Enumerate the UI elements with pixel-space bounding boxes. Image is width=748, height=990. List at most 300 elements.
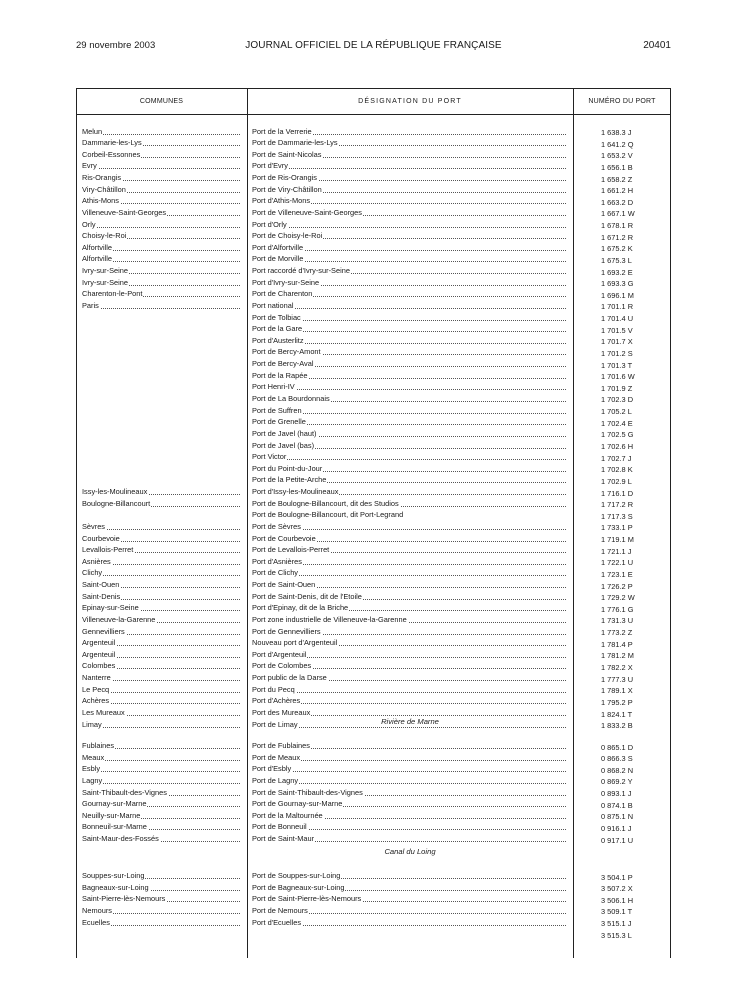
- port-name-cell: [252, 763, 566, 774]
- commune-cell: [82, 752, 240, 763]
- port-number-cell: 1 701.6 W: [601, 372, 635, 382]
- port-name-cell-text: Port d'Austerlitz: [252, 335, 304, 345]
- port-name-cell: [252, 905, 566, 916]
- commune-cell: [82, 917, 240, 928]
- commune-cell-text: Nemours: [82, 905, 112, 915]
- commune-cell: [82, 486, 240, 497]
- commune-cell: [82, 265, 240, 276]
- commune-cell-text: Dammarie-les-Lys: [82, 138, 142, 148]
- port-name-cell: [252, 649, 566, 660]
- port-name-cell: [252, 684, 566, 695]
- port-name-cell-text: Port de la Petite-Arche: [252, 475, 327, 485]
- port-name-cell-text: Port zone industrielle de Villeneuve-la-Garenne: [252, 614, 407, 624]
- port-name-cell: [252, 300, 566, 311]
- port-name-cell-text: Port national: [252, 300, 294, 310]
- port-name-cell-text: Port de Lagny: [252, 775, 299, 785]
- port-name-cell: [252, 428, 566, 439]
- port-name-cell-text: Port de Boulogne-Billancourt, dit des Studios: [252, 498, 399, 508]
- port-name-cell: [252, 602, 566, 613]
- port-number-cell: 1 701.1 R: [601, 302, 634, 312]
- port-name-cell: [252, 358, 566, 369]
- port-name-cell-text: Port de Sèvres: [252, 521, 301, 531]
- port-number-cell: 1 705.2 L: [601, 407, 632, 417]
- port-number-cell: 1 777.3 U: [601, 674, 634, 684]
- commune-cell: [82, 195, 240, 206]
- journal-title: JOURNAL OFFICIEL DE LA RÉPUBLIQUE FRANÇAISE: [245, 40, 502, 51]
- commune-cell-text: Argenteuil: [82, 649, 116, 659]
- port-number-cell: 1 776.1 G: [601, 604, 634, 614]
- port-name-cell-text: Port d'Epinay, dit de la Briche: [252, 603, 349, 613]
- commune-cell-text: Issy-les-Moulineaux: [82, 487, 148, 497]
- port-name-cell: [252, 498, 566, 509]
- ports-table: [76, 88, 671, 958]
- commune-cell-text: Fublaines: [82, 741, 115, 750]
- commune-cell-text: Levallois-Perret: [82, 545, 134, 555]
- port-number-cell: 1 789.1 X: [601, 686, 633, 696]
- port-number-cell: 1 701.4 U: [601, 314, 634, 324]
- publication-date: 29 novembre 2003: [76, 40, 156, 51]
- port-number-cell: 1 781.2 M: [601, 651, 634, 661]
- port-name-cell: [252, 833, 566, 844]
- port-name-cell-text: Port de Ris-Orangis: [252, 173, 317, 183]
- port-name-cell: [252, 637, 566, 648]
- port-name-cell: [252, 440, 566, 451]
- port-number-cell: 1 721.1 J: [601, 546, 632, 556]
- port-name-cell: [252, 277, 566, 288]
- dot-leader: [82, 133, 240, 135]
- port-number-cell: 1 722.1 U: [601, 558, 634, 568]
- commune-cell-text: Ivry-sur-Seine: [82, 266, 128, 276]
- port-number-cell: 1 696.1 M: [601, 290, 634, 300]
- port-name-cell-text: Port de Colombes: [252, 661, 312, 671]
- dot-leader: [252, 458, 566, 460]
- commune-cell-text: Le Pecq: [82, 684, 110, 694]
- port-number-cell: 0 868.2 N: [601, 765, 634, 775]
- port-number-cell: 1 701.5 V: [601, 325, 633, 335]
- port-name-cell: [252, 614, 566, 625]
- port-name-cell-text: Port d'Evry: [252, 161, 288, 171]
- port-number-cell: 1 773.2 Z: [601, 628, 633, 638]
- commune-cell: [82, 207, 240, 218]
- port-name-cell: [252, 660, 566, 671]
- header-bottom-border: [76, 114, 671, 115]
- commune-cell: [82, 533, 240, 544]
- port-name-cell-text: Port de Gournay-sur-Marne: [252, 799, 343, 809]
- commune-cell: [82, 149, 240, 160]
- port-number-cell: 1 702.7 J: [601, 453, 632, 463]
- page-number: 20401: [643, 40, 671, 51]
- port-name-cell-text: Nouveau port d'Argenteuil: [252, 638, 338, 648]
- port-name-cell: [252, 821, 566, 832]
- port-name-cell: [252, 672, 566, 683]
- commune-cell-text: Souppes-sur-Loing: [82, 871, 145, 880]
- port-name-cell-text: Port de Fublaines: [252, 741, 310, 750]
- port-number-cell: 1 675.2 K: [601, 244, 633, 254]
- port-name-cell-text: Port Victor: [252, 452, 287, 462]
- commune-cell-text: Choisy-le-Roi: [82, 231, 127, 241]
- port-name-cell: [252, 149, 566, 160]
- port-number-cell: 1 653.2 V: [601, 151, 633, 161]
- commune-cell: [82, 905, 240, 916]
- column-header-port: DÉSIGNATION DU PORT: [358, 97, 462, 105]
- port-name-cell-text: Port de Limay: [252, 719, 298, 729]
- port-name-cell-text: Port de la Rapée: [252, 370, 308, 380]
- port-number-cell: 1 701.7 X: [601, 337, 633, 347]
- port-name-cell: [252, 486, 566, 497]
- port-name-cell-text: Port de Boulogne-Billancourt, dit Port-Legrand: [252, 510, 404, 520]
- port-number-cell: 1 671.2 R: [601, 232, 634, 242]
- port-name-cell-text: Port de Meaux: [252, 752, 301, 762]
- port-name-cell-text: Port Henri-IV: [252, 382, 295, 392]
- dot-leader: [252, 574, 566, 576]
- port-name-cell-text: Port de Bercy-Amont: [252, 347, 321, 357]
- port-name-cell-text: Port des Mureaux: [252, 708, 311, 717]
- port-number-cell: 0 917.1 U: [601, 835, 634, 845]
- port-name-cell-text: Port de Saint-Nicolas: [252, 149, 322, 159]
- commune-cell-text: Saint-Denis: [82, 591, 121, 601]
- port-number-cell: 1 702.8 K: [601, 465, 633, 475]
- commune-cell-text: Gournay-sur-Marne: [82, 799, 147, 809]
- commune-cell: [82, 833, 240, 844]
- commune-cell-text: Bonneuil-sur-Marne: [82, 822, 147, 832]
- commune-cell: [82, 544, 240, 555]
- port-name-cell-text: Port de Nemours: [252, 905, 308, 915]
- commune-cell-text: Bagneaux-sur-Loing: [82, 882, 149, 892]
- port-name-cell-text: Port de la Gare: [252, 324, 303, 334]
- port-number-cell: 1 733.1 P: [601, 523, 633, 533]
- port-name-cell: [252, 323, 566, 334]
- port-name-cell-text: Port d'Ecuelles: [252, 917, 302, 927]
- port-name-cell-text: Port de la Maltournée: [252, 810, 323, 820]
- commune-cell: [82, 660, 240, 671]
- commune-cell: [82, 614, 240, 625]
- commune-cell: [82, 893, 240, 904]
- port-name-cell: [252, 695, 566, 706]
- port-number-cell: 1 717.3 S: [601, 511, 633, 521]
- port-name-cell-text: Port de Levallois-Perret: [252, 545, 330, 555]
- port-name-cell-text: Port de Courbevoie: [252, 533, 316, 543]
- port-name-cell: [252, 126, 566, 137]
- port-name-cell: [252, 416, 566, 427]
- port-name-cell-text: Port de Javel (bas): [252, 440, 315, 450]
- port-name-cell: [252, 370, 566, 381]
- port-name-cell-text: Port d'Esbly: [252, 764, 292, 774]
- commune-cell-text: Achères: [82, 696, 110, 706]
- port-name-cell: [252, 752, 566, 763]
- commune-cell-text: Esbly: [82, 764, 101, 774]
- section-title: Rivière de Marne: [381, 717, 439, 726]
- commune-cell-text: Courbevoie: [82, 533, 120, 543]
- commune-cell-text: Clichy: [82, 568, 103, 578]
- port-name-cell-text: Port raccordé d'Ivry-sur-Seine: [252, 266, 350, 276]
- commune-cell: [82, 787, 240, 798]
- port-name-cell: [252, 787, 566, 798]
- port-name-cell: [252, 207, 566, 218]
- port-name-cell: [252, 882, 566, 893]
- port-name-cell-text: Port de La Bourdonnais: [252, 393, 330, 403]
- port-name-cell-text: Port d'Ivry-sur-Seine: [252, 277, 320, 287]
- commune-cell-text: Viry-Châtillon: [82, 184, 126, 194]
- port-name-cell-text: Port de Charenton: [252, 289, 313, 299]
- port-name-cell-text: Port de Bercy-Aval: [252, 359, 314, 369]
- port-name-cell-text: Port de Gennevilliers: [252, 626, 321, 636]
- table-left-border: [76, 88, 77, 958]
- commune-cell-text: Ris-Orangis: [82, 173, 122, 183]
- commune-cell-text: Limay: [82, 719, 102, 729]
- port-name-cell: [252, 533, 566, 544]
- port-name-cell: [252, 335, 566, 346]
- port-name-cell-text: Port de Villeneuve-Saint-Georges: [252, 207, 362, 217]
- column-header-communes: COMMUNES: [139, 97, 184, 105]
- port-name-cell: [252, 474, 566, 485]
- commune-cell: [82, 126, 240, 137]
- port-number-cell: 1 638.3 J: [601, 128, 632, 137]
- port-name-cell-text: Port du Pecq: [252, 684, 295, 694]
- dot-leader: [252, 226, 566, 228]
- port-number-cell: 1 729.2 W: [601, 593, 635, 603]
- commune-cell-text: Saint-Pierre-lès-Nemours: [82, 894, 166, 904]
- port-number-cell: 0 865.1 D: [601, 742, 634, 752]
- port-number-cell: 1 719.1 M: [601, 535, 634, 545]
- commune-cell: [82, 882, 240, 893]
- port-name-cell-text: Port de Javel (haut): [252, 428, 317, 438]
- commune-cell-text: Villeneuve-la-Garenne: [82, 614, 156, 624]
- port-name-cell: [252, 393, 566, 404]
- port-name-cell-text: Port de Saint-Pierre-lès-Nemours: [252, 894, 362, 904]
- commune-cell-text: Athis-Mons: [82, 196, 119, 206]
- port-name-cell: [252, 195, 566, 206]
- port-name-cell: [252, 346, 566, 357]
- dot-leader: [82, 770, 240, 772]
- port-name-cell: [252, 184, 566, 195]
- port-number-cell: 1 795.2 P: [601, 697, 633, 707]
- commune-cell-text: Argenteuil: [82, 638, 116, 648]
- commune-cell: [82, 763, 240, 774]
- port-name-cell: [252, 288, 566, 299]
- port-name-cell-text: Port d'Alfortville: [252, 242, 304, 252]
- port-name-cell: [252, 265, 566, 276]
- dot-leader: [82, 574, 240, 576]
- commune-cell: [82, 521, 240, 532]
- port-number-cell: 1 663.2 D: [601, 197, 634, 207]
- port-number-cell: 0 875.1 N: [601, 812, 634, 822]
- commune-cell-text: Colombes: [82, 661, 116, 671]
- commune-cell: [82, 637, 240, 648]
- port-name-cell: [252, 509, 566, 520]
- commune-cell-text: Alfortville: [82, 254, 112, 264]
- commune-cell-text: Saint-Ouen: [82, 580, 120, 590]
- commune-cell: [82, 172, 240, 183]
- port-name-cell-text: Port du Point-du-Jour: [252, 463, 323, 473]
- port-number-cell: 3 509.1 T: [601, 907, 633, 917]
- port-number-cell: 1 716.1 D: [601, 488, 634, 498]
- port-number-cell: 0 866.3 S: [601, 754, 633, 764]
- port-name-cell: [252, 893, 566, 904]
- port-number-cell: 1 701.9 Z: [601, 383, 633, 393]
- page-header: [76, 40, 671, 54]
- commune-cell: [82, 300, 240, 311]
- port-name-cell: [252, 381, 566, 392]
- port-name-cell: [252, 451, 566, 462]
- port-number-cell: 1 702.3 D: [601, 395, 634, 405]
- column-header-number: NUMÉRO DU PORT: [588, 97, 656, 105]
- commune-cell: [82, 707, 240, 718]
- commune-cell: [82, 798, 240, 809]
- commune-cell-text: Ivry-sur-Seine: [82, 277, 128, 287]
- port-name-cell: [252, 230, 566, 241]
- commune-cell: [82, 719, 240, 730]
- commune-cell-text: Evry: [82, 161, 97, 171]
- port-number-cell: 3 507.2 X: [601, 884, 633, 894]
- commune-cell: [82, 567, 240, 578]
- commune-cell: [82, 230, 240, 241]
- dot-leader: [252, 307, 566, 309]
- column-divider-2: [573, 88, 574, 958]
- port-name-cell: [252, 253, 566, 264]
- port-name-cell: [252, 160, 566, 171]
- commune-cell-text: Melun: [82, 126, 103, 136]
- port-name-cell: [252, 137, 566, 148]
- dot-leader: [82, 726, 240, 728]
- port-number-cell: 1 701.3 T: [601, 360, 633, 370]
- port-name-cell-text: Port de Bonneuil: [252, 822, 307, 832]
- dot-leader: [252, 167, 566, 169]
- dot-leader: [252, 770, 566, 772]
- port-name-cell: [252, 544, 566, 555]
- port-name-cell-text: Port de Clichy: [252, 568, 299, 578]
- port-name-cell-text: Port d'Argenteuil: [252, 649, 307, 659]
- port-number-cell: 1 693.3 G: [601, 279, 634, 289]
- commune-cell: [82, 219, 240, 230]
- port-number-cell: 3 504.1 P: [601, 872, 633, 882]
- port-number-cell: 1 661.2 H: [601, 186, 634, 196]
- commune-cell-text: Epinay-sur-Seine: [82, 603, 139, 613]
- port-number-cell: 1 702.9 L: [601, 476, 632, 486]
- port-number-cell: 1 667.1 W: [601, 209, 635, 219]
- port-name-cell: [252, 242, 566, 253]
- port-number-cell: 0 874.1 B: [601, 800, 633, 810]
- commune-cell: [82, 184, 240, 195]
- port-number-cell: 1 656.1 B: [601, 162, 633, 172]
- port-number-cell: 1 658.2 Z: [601, 174, 633, 184]
- commune-cell: [82, 870, 240, 881]
- commune-cell: [82, 775, 240, 786]
- commune-cell-text: Lagny: [82, 775, 103, 785]
- port-name-cell: [252, 626, 566, 637]
- port-number-cell: 1 824.1 T: [601, 709, 633, 719]
- port-number-cell: 1 702.6 H: [601, 442, 634, 451]
- commune-cell-text: Asnières: [82, 556, 111, 566]
- port-name-cell-text: Port de Choisy-le-Roi: [252, 231, 323, 241]
- commune-cell: [82, 579, 240, 590]
- commune-cell-text: Charenton-le-Pont: [82, 289, 143, 299]
- port-number-cell: 3 515.3 L: [601, 930, 632, 940]
- port-name-cell: [252, 798, 566, 809]
- commune-cell-text: Boulogne-Billancourt: [82, 498, 151, 508]
- port-number-cell: 1 641.2 Q: [601, 139, 634, 149]
- port-number-cell: 1 693.2 E: [601, 267, 633, 277]
- commune-cell-text: Gennevilliers: [82, 626, 125, 636]
- port-number-cell: 1 702.5 G: [601, 430, 634, 440]
- port-number-cell: 0 869.2 Y: [601, 777, 633, 787]
- commune-cell: [82, 740, 240, 751]
- port-name-cell: [252, 870, 566, 881]
- port-name-cell-text: Port de Morville: [252, 254, 304, 264]
- commune-cell: [82, 137, 240, 148]
- dot-leader: [82, 307, 240, 309]
- port-name-cell-text: Port de Viry-Châtillon: [252, 184, 322, 194]
- commune-cell-text: Orly: [82, 219, 96, 229]
- commune-cell-text: Neuilly-sur-Marne: [82, 810, 141, 820]
- commune-cell: [82, 160, 240, 171]
- commune-cell-text: Ecuelles: [82, 917, 110, 927]
- commune-cell: [82, 498, 240, 509]
- commune-cell: [82, 684, 240, 695]
- port-name-cell-text: Port d'Asnières: [252, 556, 302, 566]
- dot-leader: [82, 167, 240, 169]
- commune-cell: [82, 253, 240, 264]
- commune-cell-text: Villeneuve-Saint-Georges: [82, 207, 167, 217]
- port-number-cell: 1 717.2 R: [601, 500, 634, 510]
- port-number-cell: 1 701.2 S: [601, 348, 633, 358]
- port-number-cell: 3 515.1 J: [601, 919, 632, 929]
- port-name-cell-text: Port d'Achères: [252, 696, 301, 706]
- commune-cell: [82, 288, 240, 299]
- port-number-cell: 1 781.4 P: [601, 639, 633, 649]
- port-name-cell-text: Port public de la Darse: [252, 673, 327, 683]
- port-name-cell-text: Port de Saint-Maur: [252, 834, 315, 844]
- commune-cell-text: Meaux: [82, 752, 105, 762]
- commune-cell: [82, 672, 240, 683]
- port-name-cell: [252, 579, 566, 590]
- port-name-cell: [252, 810, 566, 821]
- dot-leader: [252, 691, 566, 693]
- port-name-cell: [252, 740, 566, 751]
- section-title: Canal du Loing: [384, 847, 436, 856]
- port-name-cell: [252, 219, 566, 230]
- dot-leader: [252, 388, 566, 390]
- port-name-cell-text: Port de Saint-Ouen: [252, 580, 316, 590]
- commune-cell-text: Nanterre: [82, 673, 111, 683]
- commune-cell: [82, 810, 240, 821]
- commune-cell-text: Alfortville: [82, 242, 112, 252]
- port-name-cell: [252, 521, 566, 532]
- port-name-cell-text: Port de la Verrerie: [252, 126, 312, 136]
- port-number-cell: 1 726.2 P: [601, 581, 633, 591]
- commune-cell: [82, 695, 240, 706]
- port-name-cell-text: Port de Bagneaux-sur-Loing: [252, 882, 345, 892]
- port-name-cell: [252, 591, 566, 602]
- port-number-cell: 1 702.4 E: [601, 418, 633, 428]
- commune-cell-text: Corbeil-Essonnes: [82, 149, 141, 159]
- commune-cell: [82, 591, 240, 602]
- port-number-cell: 0 893.1 J: [601, 789, 632, 799]
- dot-leader: [252, 782, 566, 784]
- port-number-cell: 3 506.1 H: [601, 895, 634, 905]
- commune-cell: [82, 602, 240, 613]
- port-name-cell-text: Port de Saint-Thibault-des-Vignes: [252, 787, 363, 797]
- port-name-cell: [252, 172, 566, 183]
- port-number-cell: 0 916.1 J: [601, 823, 632, 833]
- port-name-cell-text: Port de Grenelle: [252, 417, 306, 427]
- port-name-cell: [252, 405, 566, 416]
- commune-cell: [82, 277, 240, 288]
- commune-cell: [82, 242, 240, 253]
- dot-leader: [82, 782, 240, 784]
- column-divider-1: [247, 88, 248, 958]
- port-name-cell-text: Port d'Issy-les-Moulineaux: [252, 487, 339, 497]
- port-name-cell-text: Port de Tolbiac: [252, 312, 301, 322]
